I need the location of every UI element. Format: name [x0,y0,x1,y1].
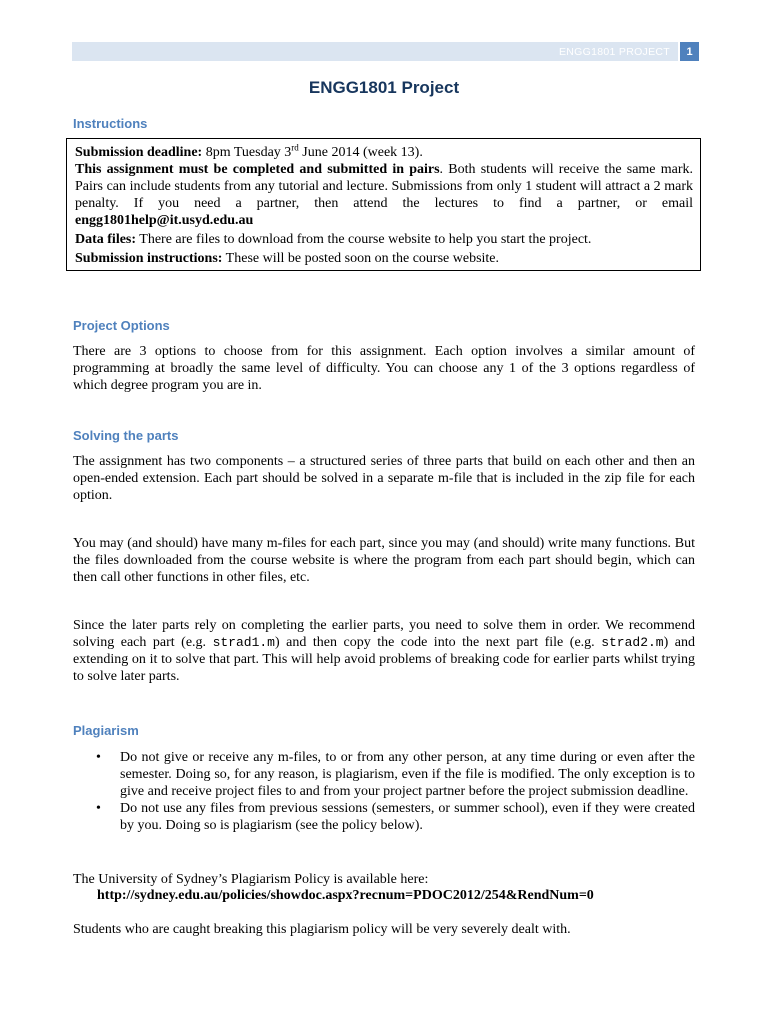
deadline-sup: rd [291,142,299,153]
list-item [73,800,695,834]
pairs-bold: This assignment must be completed and submitted in pairs [75,162,440,177]
closing-text: Students who are caught breaking this plagiarism policy will be very severely dealt with. [73,922,571,937]
submission-label: Submission instructions: [75,251,223,266]
submission-text: These will be posted soon on the course website. [222,251,500,266]
solving-para-3b: ) and then copy the code into the next part file (e.g. [275,635,602,650]
pairs-text: . Both students will receive the same mark. Pairs can include students from any tutorial and lecture. Submissions from only 1 student will attract a 2 mark penalty. If you need a partner, then attend the lectures to find a partner, or email [75,162,693,211]
submission-line [75,250,693,267]
list-item [73,749,695,800]
bullet-text: Do not give or receive any m-files, to or from any other person, at any time during or even after the semester. Doing so, for any reason, is plagiarism, even if the file is modified. The only exception is to give and receive project files to and from your project partner before the project submission deadline. [120,750,695,799]
data-files-text: There are files to download from the course website to help you start the project. [136,232,592,247]
plagiarism-list [73,749,695,834]
pairs-paragraph [75,161,693,229]
deadline-label: Submission deadline: [75,145,203,160]
instructions-heading: Instructions [73,116,148,131]
bullet-icon: • [96,750,101,765]
deadline-post: June 2014 (week 13). [298,145,423,160]
solving-para-2: You may (and should) have many m-files for each part, since you may (and should) write many functions. But the files downloaded from the course website is where the program from each part should begin, which can then call other functions in other files, etc. [73,536,695,585]
code-strad1: strad1.m [212,635,275,650]
solving-para-1: The assignment has two components – a structured series of three parts that build on each other and then an open-ended extension. Each part should be solved in a separate m-file that is included in the zip file for each option. [73,454,695,503]
plagiarism-heading: Plagiarism [73,723,139,738]
bullet-text: Do not use any files from previous sessions (semesters, or summer school), even if they were created by you. Doing so is plagiarism (see the policy below). [120,801,695,833]
policy-intro: The University of Sydney’s Plagiarism Policy is available here: [73,872,429,887]
deadline-line [75,144,693,161]
deadline-pre: 8pm Tuesday 3 [205,145,292,160]
project-options-heading: Project Options [73,318,170,333]
solving-para-3a: Since the later parts rely on completing the earlier parts, you need to solve them in order. We recommend solving each part (e.g. [73,618,695,650]
data-files-label: Data files: [75,232,137,247]
document-title: ENGG1801 Project [308,78,460,97]
running-header [72,42,699,61]
solving-heading: Solving the parts [73,428,179,443]
policy-link[interactable]: http://sydney.edu.au/policies/showdoc.aspx?recnum=PDOC2012/254&RendNum=0 [97,888,594,903]
bullet-icon: • [96,801,101,816]
page-number: 1 [678,42,699,61]
help-email[interactable]: engg1801help@it.usyd.edu.au [75,213,254,228]
running-title: ENGG1801 PROJECT [559,45,670,58]
data-files-line [75,231,693,248]
solving-para-3 [73,617,695,685]
project-options-text: There are 3 options to choose from for this assignment. Each option involves a similar amount of programming at broadly the same level of difficulty. You can choose any 1 of the 3 options regardless of which degree program you are in. [73,344,695,393]
code-strad2: strad2.m [601,635,664,650]
instructions-box [66,138,701,271]
solving-para-3c: ) and extending on it to solve that part. This will help avoid problems of breaking code for earlier parts whilst trying to solve later parts. [73,635,695,684]
